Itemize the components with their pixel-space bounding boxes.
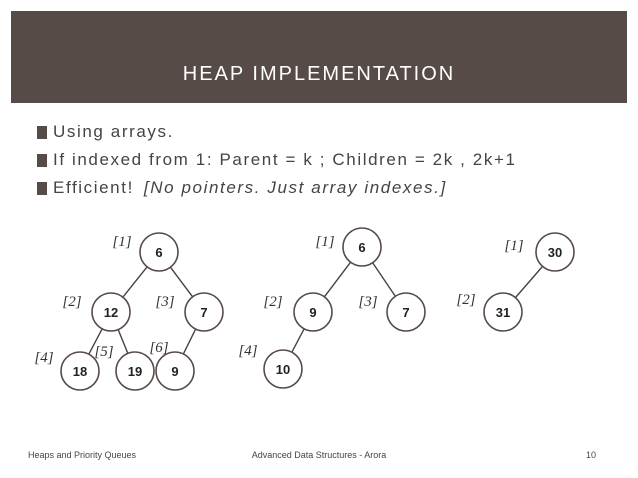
tree-node [92, 293, 130, 331]
footer-center: Advanced Data Structures - Arora [251, 450, 387, 460]
tree-node [294, 293, 332, 331]
node-value: 12 [103, 305, 119, 320]
tree-node [156, 352, 194, 390]
node-index-label: [1] [112, 234, 132, 250]
node-value: 30 [547, 245, 563, 260]
tree-edge [324, 262, 350, 297]
tree-node [140, 233, 178, 271]
node-index-label: [3] [358, 294, 378, 310]
tree-node [536, 233, 574, 271]
node-value: 10 [275, 362, 291, 377]
node-value: 19 [127, 364, 143, 379]
node-value: 9 [171, 364, 179, 379]
heap-tree-2 [238, 228, 425, 388]
node-index-label: [1] [315, 234, 335, 250]
tree-node [116, 352, 154, 390]
node-value: 7 [402, 305, 410, 320]
footer-left: Heaps and Priority Queues [28, 450, 137, 460]
node-value: 6 [155, 245, 163, 260]
tree-edge [515, 266, 542, 297]
tree-node [61, 352, 99, 390]
bullet-emphasis: [No pointers. Just array indexes.] [143, 178, 447, 197]
tree-edge [118, 330, 128, 354]
tree-edge [373, 263, 396, 297]
node-index-label: [2] [456, 292, 476, 308]
tree-node [264, 350, 302, 388]
bullet-text: Using arrays. [53, 122, 174, 141]
tree-node [343, 228, 381, 266]
node-index-label: [4] [238, 343, 258, 359]
node-value: 9 [309, 305, 317, 320]
node-value: 6 [358, 240, 366, 255]
node-index-label: [5] [94, 344, 114, 360]
tree-node [484, 293, 522, 331]
heap-tree-3 [456, 233, 574, 331]
tree-edge [292, 329, 304, 352]
node-index-label: [2] [263, 294, 283, 310]
node-index-label: [1] [504, 238, 524, 254]
tree-node [387, 293, 425, 331]
node-value: 7 [200, 305, 208, 320]
slide-title: HEAP IMPLEMENTATION [182, 63, 456, 85]
tree-edge [170, 267, 192, 297]
bullet-text: Efficient! [53, 178, 134, 197]
node-value: 18 [72, 364, 88, 379]
node-index-label: [6] [149, 340, 169, 356]
tree-node [185, 293, 223, 331]
node-value: 31 [495, 305, 511, 320]
tree-edge [183, 329, 195, 354]
node-index-label: [3] [155, 294, 175, 310]
page-number: 10 [586, 450, 597, 460]
node-index-label: [2] [62, 294, 82, 310]
node-index-label: [4] [34, 350, 54, 366]
tree-edge [123, 267, 147, 297]
heap-tree-1 [34, 233, 223, 390]
bullet-text: If indexed from 1: Parent = k ; Children = 2k , 2k+1 [53, 150, 517, 169]
